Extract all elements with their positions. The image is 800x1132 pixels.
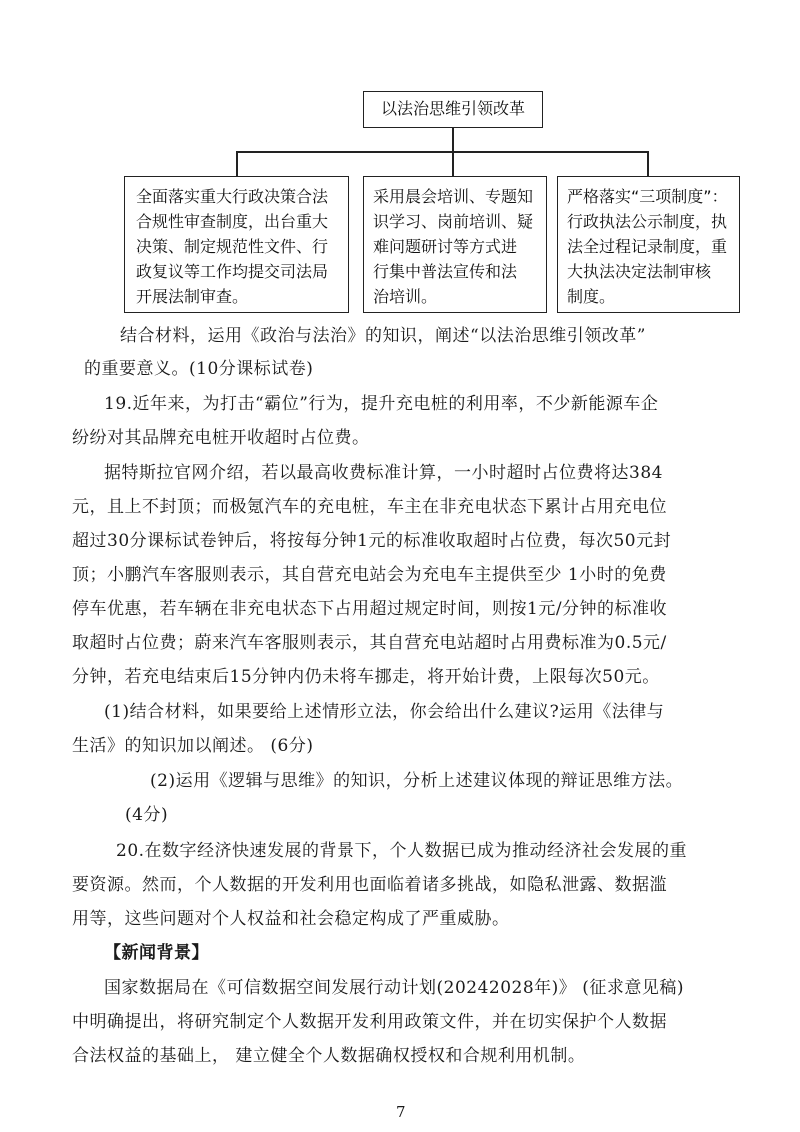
diagram-root-box [363,91,543,128]
q19-body-line: 停车优惠，若车辆在非充电状态下占用超过规定时间，则按1元/分钟的标准收 [72,599,668,619]
q20-body-line: 合法权益的基础上， 建立健全个人数据确权授权和合规利用机制。 [72,1046,586,1066]
q20-intro-line: 要资源。然而，个人数据的开发利用也面临着诸多挑战，如隐私泄露、数据滥 [72,875,667,895]
diagram-box-right-line: 法全过程记录制度，重 [567,237,728,256]
q19-body-line: 顶；小鹏汽车客服则表示，其自营充电站会为充电车主提供至少 1小时的免费 [72,565,667,585]
diagram-box-middle-line: 识学习、岗前培训、疑 [373,212,534,231]
q19-sub1-line: 生活》的知识加以阐述。 (6分) [72,736,314,756]
q19-sub1-line: (1)结合材料，如果要给上述情形立法，你会给出什么建议?运用《法律与 [104,702,665,722]
diagram-box-left-line: 政复议等工作均提交司法局 [136,262,329,281]
diagram-box-middle-line: 治培训。 [373,287,438,306]
diagram-box-middle [363,176,547,313]
diagram-connector-vertical-middle [452,151,454,176]
diagram-connector-vertical-right [647,151,649,176]
q19-body-line: 分钟，若充电结束后15分钟内仍未将车挪走，将开始计费，上限每次50元。 [72,667,660,687]
diagram-connector-vertical-root [452,128,454,152]
q19-body-line: 取超时占位费；蔚来汽车客服则表示，其自营充电站超时占用费标准为0.5元/ [72,633,667,653]
q18-line: 的重要意义。(10分课标试卷) [84,359,314,379]
diagram-box-right-line: 制度。 [567,287,616,306]
diagram-box-left-line: 全面落实重大行政决策合法 [136,187,329,206]
diagram-box-left-line: 开展法制审查。 [136,287,249,306]
diagram-box-middle-line: 难问题研讨等方式进 [373,237,518,256]
q20-intro-line: 20.在数字经济快速发展的背景下，个人数据已成为推动经济社会发展的重 [116,841,688,861]
diagram-box-right [557,176,740,313]
q19-body-line: 据特斯拉官网介绍，若以最高收费标准计算，一小时超时占位费将达384 [104,463,663,483]
q20-body-line: 国家数据局在《可信数据空间发展行动计划(20242028年)》 (征求意见稿) [104,978,684,998]
q19-body-line: 元，且上不封顶；而极氪汽车的充电桩，车主在非充电状态下累计占用充电位 [72,497,667,517]
q20-news-heading: 【新闻背景】 [104,943,209,963]
q19-intro-line: 纷纷对其品牌充电桩开收超时占位费。 [72,428,370,448]
q19-sub2-line: (4分) [125,805,169,825]
q20-body-line: 中明确提出，将研究制定个人数据开发利用政策文件，并在切实保护个人数据 [72,1012,667,1032]
diagram-box-left [124,176,349,313]
q20-intro-line: 用等，这些问题对个人权益和社会稳定构成了严重威胁。 [72,909,510,929]
page-number: 7 [396,1103,407,1121]
q19-sub2-line: (2)运用《逻辑与思维》的知识，分析上述建议体现的辩证思维方法。 [150,771,684,791]
diagram-box-left-line: 决策、制定规范性文件、行 [136,237,329,256]
diagram-root-label: 以法治思维引领改革 [380,99,525,118]
diagram-connector-horizontal [236,151,648,153]
diagram-box-right-line: 大执法决定法制审核 [567,262,712,281]
diagram-box-right-line: 严格落实“三项制度”： [567,187,728,206]
diagram-box-middle-line: 采用晨会培训、专题知 [373,187,534,206]
q19-intro-line: 19.近年来，为打击“霸位”行为，提升充电桩的利用率，不少新能源车企 [104,394,659,414]
diagram-box-left-line: 合规性审查制度，出台重大 [136,212,329,231]
q18-line: 结合材料，运用《政治与法治》的知识，阐述“以法治思维引领改革” [120,326,646,346]
q19-body-line: 超过30分课标试卷钟后，将按每分钟1元的标准收取超时占位费，每次50元封 [72,531,672,551]
diagram-box-right-line: 行政执法公示制度，执 [567,212,728,231]
diagram-box-middle-line: 行集中普法宣传和法 [373,262,518,281]
diagram-connector-vertical-left [236,151,238,176]
